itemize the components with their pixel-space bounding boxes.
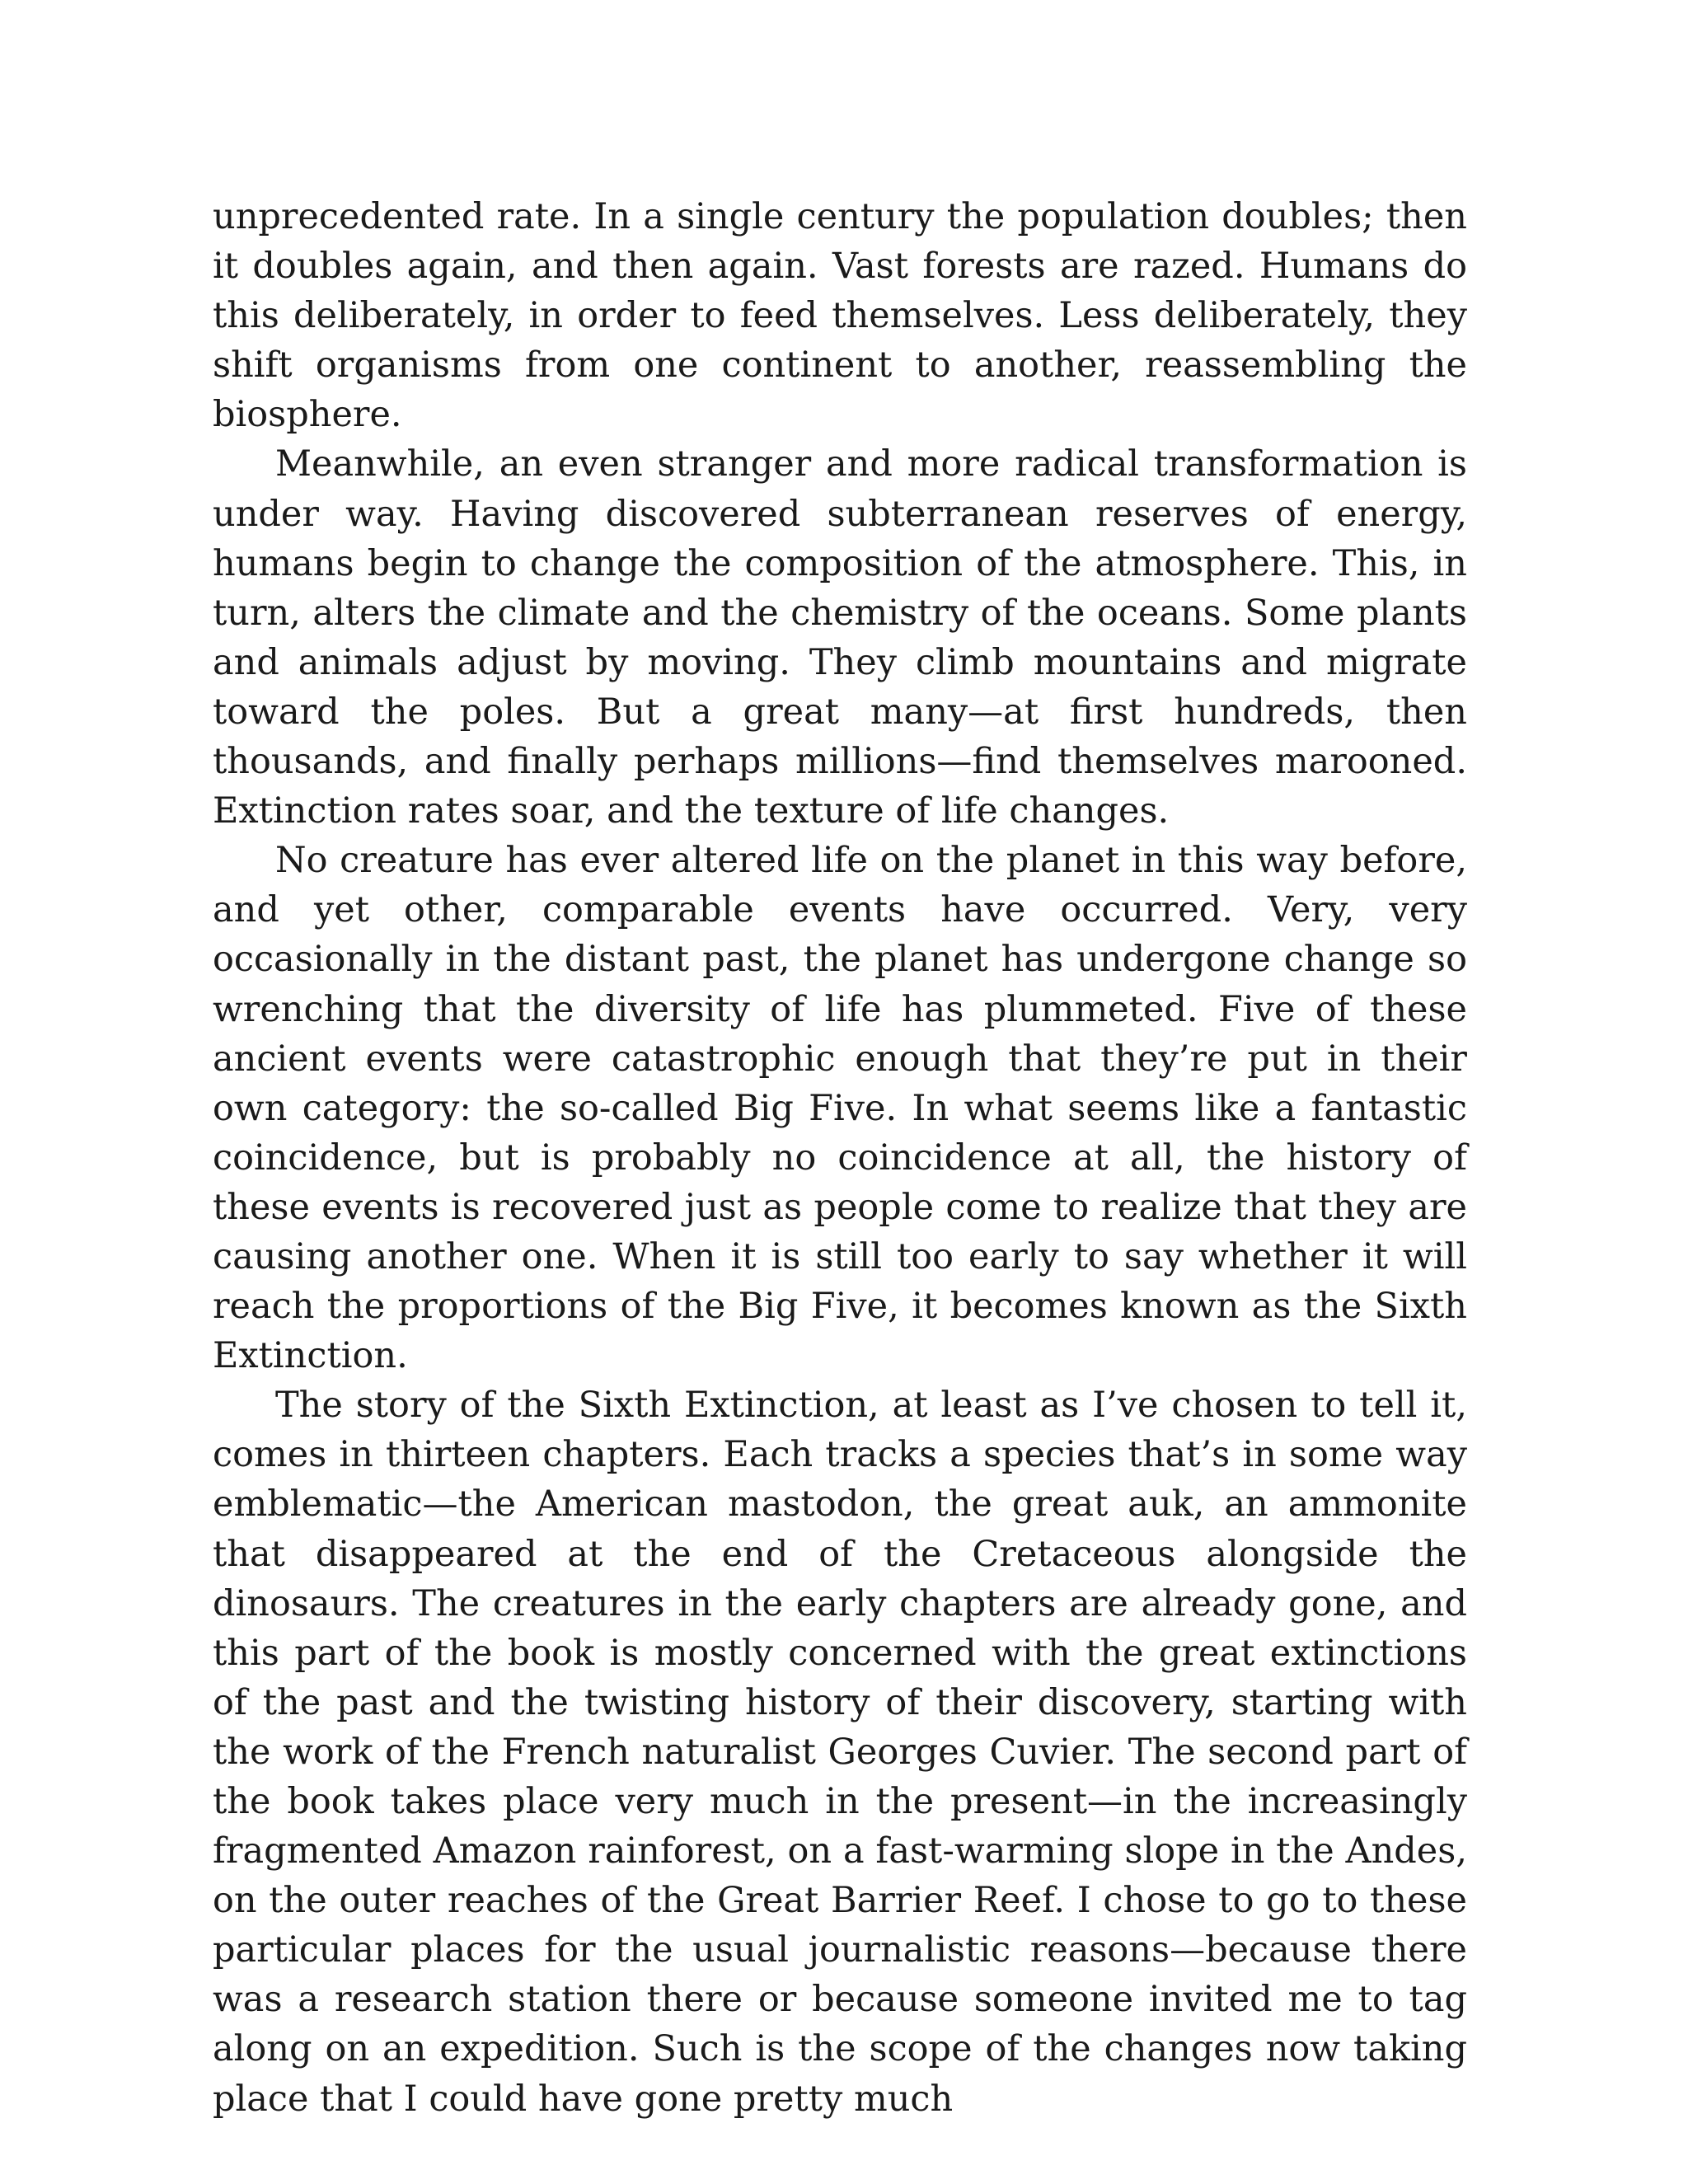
paragraph-sixth-extinction-story: The story of the Sixth Extinction, at least as I’ve chosen to tell it, comes in thirteen chapters. Each tracks a species that’s in some way emblematic—the American mastodon, the great auk, an ammonite that disappeared at the end of the Cretaceous alongside the dinosaurs. The creatures in the early chapters are already gone, and this part of the book is mostly concerned with the great extinctions of the past and the twisting history of their discovery, starting with the work of the French naturalist Georges Cuvier. The second part of the book takes place very much in the present—in the increasingly fragmented Amazon rainforest, on a fast-warming slope in the Andes, on the outer reaches of the Great Barrier Reef. I chose to go to these particular places for the usual journalistic reasons—because there was a research station there or because someone invited me to tag along on an expedition. Such is the scope of the changes now taking place that I could have gone pretty much <box>213 1385 1467 2120</box>
body-text <box>213 192 1467 2124</box>
paragraph-continued: unprecedented rate. In a single century the population doubles; then it doubles again, and then again. Vast forests are razed. Humans do this deliberately, in order to feed themselves. Less deliberately, they shift organisms from one continent to another, reassembling the biosphere. <box>213 196 1467 436</box>
paragraph-transformation: Meanwhile, an even stranger and more radical transformation is under way. Having discovered subterranean reserves of energy, humans begin to change the composition of the atmosphere. This, in turn, alters the climate and the chemistry of the oceans. Some plants and animals adjust by moving. They climb mountains and migrate toward the poles. But a great many—at first hundreds, then thousands, and finally perhaps millions—find themselves marooned. Extinction rates soar, and the texture of life changes. <box>213 443 1467 832</box>
paragraph-big-five: No creature has ever altered life on the planet in this way before, and yet other, comparable events have occurred. Very, very occasionally in the distant past, the planet has undergone change so wrenching that the diversity of life has plummeted. Five of these ancient events were catastrophic enough that they’re put in their own category: the so-called Big Five. In what seems like a fantastic coincidence, but is probably no coincidence at all, the history of these events is recovered just as people come to realize that they are causing another one. When it is still too early to say whether it will reach the proportions of the Big Five, it becomes known as the Sixth Extinction. <box>213 840 1467 1377</box>
